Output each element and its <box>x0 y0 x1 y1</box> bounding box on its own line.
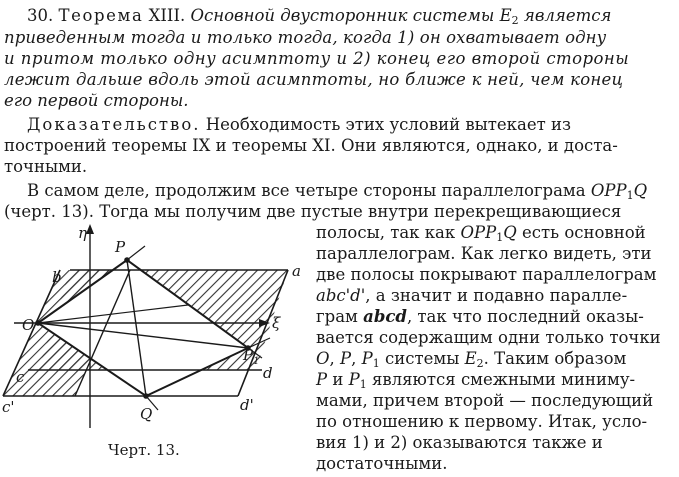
theorem-line-1 <box>27 6 611 26</box>
theorem-line-2: приведенным тогда и только тогда, когда 1) он охватывает одну <box>4 28 607 47</box>
para3-sym-sub: 1 <box>626 189 634 202</box>
label-p1-letter: P <box>243 346 254 364</box>
point-p <box>124 257 130 263</box>
point-q <box>143 393 149 399</box>
label-d-prime: d' <box>240 396 254 414</box>
para3-line-8: вается содержащим одни только точки <box>316 328 661 347</box>
para3-sym-p1-sub: 1 <box>372 357 380 370</box>
para3-sym-q-2: Q <box>503 223 517 242</box>
label-c-prime: c' <box>2 398 15 416</box>
para3-text-3b: есть основной <box>516 223 646 242</box>
label-o: O <box>22 316 35 334</box>
para3-line-13: вия 1) и 2) оказываются также и <box>316 433 603 452</box>
point-o <box>35 320 41 326</box>
para3-sym-e2-sub: 2 <box>476 357 484 370</box>
proof-text-1: Необходимость этих условий вытекает из <box>200 115 571 134</box>
label-eta: η <box>78 224 87 242</box>
para3-line-14: достаточными. <box>316 454 448 473</box>
eta-axis-arrow <box>86 224 94 234</box>
theorem-text-1-end: является <box>518 6 612 25</box>
theorem-line-4: лежит дальше вдоль этой асимптоты, но ближе к ней, чем конец <box>4 70 624 89</box>
para3-text-9a: системы <box>379 349 465 368</box>
para3-text-7b: , так что последний оказы- <box>406 307 644 326</box>
label-xi: ξ <box>272 314 281 332</box>
para3-sym-p1: P <box>361 349 373 368</box>
label-c: c <box>16 368 25 386</box>
para3-line-3 <box>316 223 646 243</box>
theorem-symbol-sub: 2 <box>511 14 519 27</box>
label-d: d <box>263 364 273 382</box>
para3-sym-q: Q <box>633 181 648 200</box>
para3-line-5: две полосы покрывают параллелограм <box>316 265 657 284</box>
para3-sym-p-2: P <box>316 370 328 389</box>
para3-line-9: O, P, $P_1$ системы $E_2$. Таким образом <box>316 349 627 370</box>
para3-sym-abcd: abcd <box>363 307 407 326</box>
para3-line-1 <box>27 181 647 201</box>
proof-line-3: точными. <box>4 157 88 176</box>
para3-sym-p: P <box>340 349 352 368</box>
theorem-symbol-e: E <box>499 6 512 25</box>
theorem-heading: Теорема <box>58 6 144 25</box>
para3-text-1: В самом деле, продолжим все четыре стороны параллелограма <box>27 181 591 200</box>
label-b: b <box>52 268 62 286</box>
para3-sym-abcd-prime: abc'd' <box>316 286 366 305</box>
figure-13 <box>0 220 310 428</box>
para3-text-3a: полосы, так как <box>316 223 461 242</box>
proof-heading: Доказательство. <box>27 115 201 134</box>
para3-line-2: (черт. 13). Тогда мы получим две пустые внутри перекрещивающиеся <box>4 202 622 221</box>
theorem-line-3: и притом только одну асимптоту и 2) конец его второй стороны <box>4 49 630 68</box>
figure-caption: Черт. 13. <box>108 441 180 459</box>
label-p: P <box>115 238 126 256</box>
label-p1-sub: 1 <box>253 356 260 367</box>
para3-line-10 <box>316 370 635 390</box>
para3-sym-opp-2: OPP <box>460 223 497 242</box>
para3-text-10b: являются смежными миниму- <box>366 370 636 389</box>
para3-text-6: , а значит и подавно паралле- <box>365 286 628 305</box>
para3-text-7a: грам <box>316 307 364 326</box>
para3-line-6 <box>316 286 627 306</box>
para3-sym-p1-2: P <box>348 370 360 389</box>
para3-sym-o: O <box>316 349 330 368</box>
label-a: a <box>292 262 301 280</box>
theorem-number: 30. <box>27 6 54 25</box>
para3-text-10a: и <box>327 370 349 389</box>
theorem-line-5: его первой стороны. <box>4 91 189 110</box>
label-q: Q <box>140 405 153 423</box>
para3-line-7 <box>316 307 644 327</box>
para3-line-11: мами, причем второй — последующий <box>316 391 654 410</box>
para3-sym-sub-2: 1 <box>496 231 504 244</box>
theorem-text-1: Основной двусторонник системы <box>190 6 500 25</box>
para3-sym-p1-sub-2: 1 <box>359 378 367 391</box>
para3-line-4: параллелограм. Как легко видеть, эти <box>316 244 652 263</box>
para3-line-12: по отношению к первому. Итак, усло- <box>316 412 648 431</box>
proof-line-1 <box>27 115 571 135</box>
para3-text-9b: . Таким образом <box>483 349 627 368</box>
proof-line-2: построений теоремы IX и теоремы XI. Они являются, однако, и доста- <box>4 136 618 155</box>
theorem-roman: XIII. <box>148 6 186 25</box>
para3-sym-opp: OPP <box>590 181 627 200</box>
extension-op <box>127 246 145 260</box>
para3-sym-e2: E <box>464 349 477 368</box>
